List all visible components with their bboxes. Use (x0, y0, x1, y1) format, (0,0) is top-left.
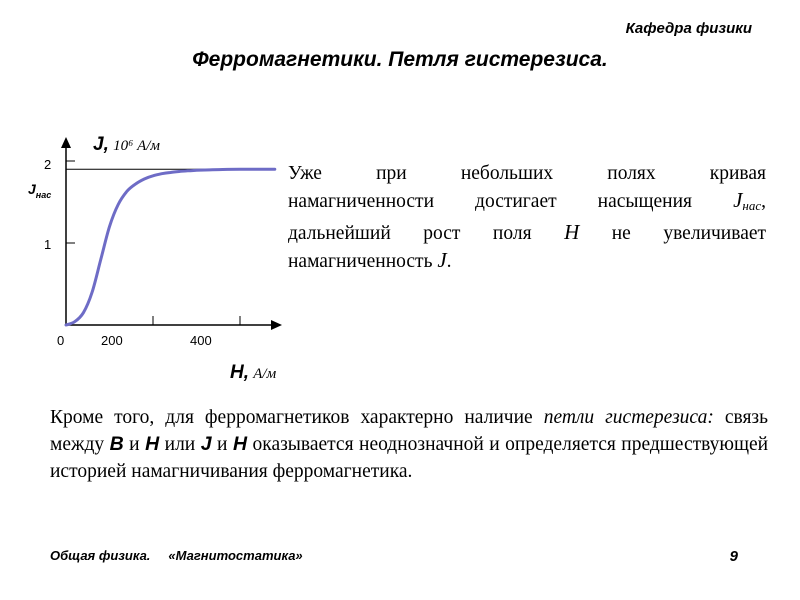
y-axis-arrow (61, 137, 71, 148)
slide-title: Ферромагнетики. Петля гистерезиса. (192, 48, 608, 71)
saturation-symbol: J (28, 181, 36, 197)
para1-line3-sym: H (564, 220, 580, 244)
para2-t3: связь между (50, 407, 769, 455)
para2-or: или (164, 434, 196, 455)
saturation-subscript: нас (35, 190, 52, 200)
para1-line3-b: не увеличивает (611, 223, 767, 244)
y-axis-label (93, 134, 160, 155)
page-number: 9 (729, 548, 738, 565)
para2-t1: Кроме того, для ферромагнетиков характерно наличие (50, 407, 533, 428)
para1-line2-sym: J (733, 188, 743, 212)
para1-line4 (288, 247, 766, 275)
para1-line2-text: намагниченности достигает насыщения (288, 191, 693, 212)
para1-line4-sym: J (437, 248, 447, 272)
para2-j: J (200, 433, 212, 455)
para1-line4-end: . (446, 251, 452, 272)
hysteresis-description (50, 404, 768, 485)
y-axis-unit: 10⁶ А/м (113, 138, 160, 154)
x-tick-label-0: 0 (57, 333, 65, 348)
x-axis-unit: А/м (253, 366, 277, 382)
y-tick-label-1: 1 (44, 237, 52, 252)
footer-course (50, 548, 303, 563)
x-tick-label-200: 200 (101, 333, 123, 348)
para2-and2: и (217, 434, 228, 455)
para1-line2-end: , (761, 191, 766, 212)
y-axis-symbol: J, (93, 134, 109, 155)
x-tick-label-400: 400 (190, 333, 212, 348)
para1-line2 (288, 187, 766, 219)
department-label: Кафедра физики (625, 20, 752, 37)
x-axis-label (230, 362, 277, 383)
y-tick-label-2: 2 (44, 157, 52, 172)
para1-line3-a: дальнейший рост поля (288, 223, 532, 244)
magnetization-curve (66, 169, 275, 325)
para2-and1: и (129, 434, 140, 455)
saturation-description (288, 160, 766, 275)
para1-line1: Уже при небольших полях кривая (288, 163, 766, 184)
para2-h1: H (145, 433, 160, 455)
para2-t4: оказывается неоднозначной и определяется предшествующей историей намагничивания ферромагнетика. (50, 434, 769, 482)
footer-course-name: Общая физика. (50, 548, 151, 563)
para1-line2-sub: нас (742, 198, 762, 213)
para1-line3 (288, 219, 766, 247)
x-axis-arrow (271, 320, 282, 330)
para2-h2: H (232, 433, 248, 455)
x-axis-symbol: H, (230, 362, 249, 383)
para2-hysteresis-term: петли гистерезиса: (543, 407, 714, 428)
para1-line4-a: намагниченность (288, 251, 433, 272)
footer-section-name: «Магнитостатика» (168, 548, 303, 563)
saturation-label (28, 181, 51, 200)
para2-b: B (109, 433, 124, 455)
